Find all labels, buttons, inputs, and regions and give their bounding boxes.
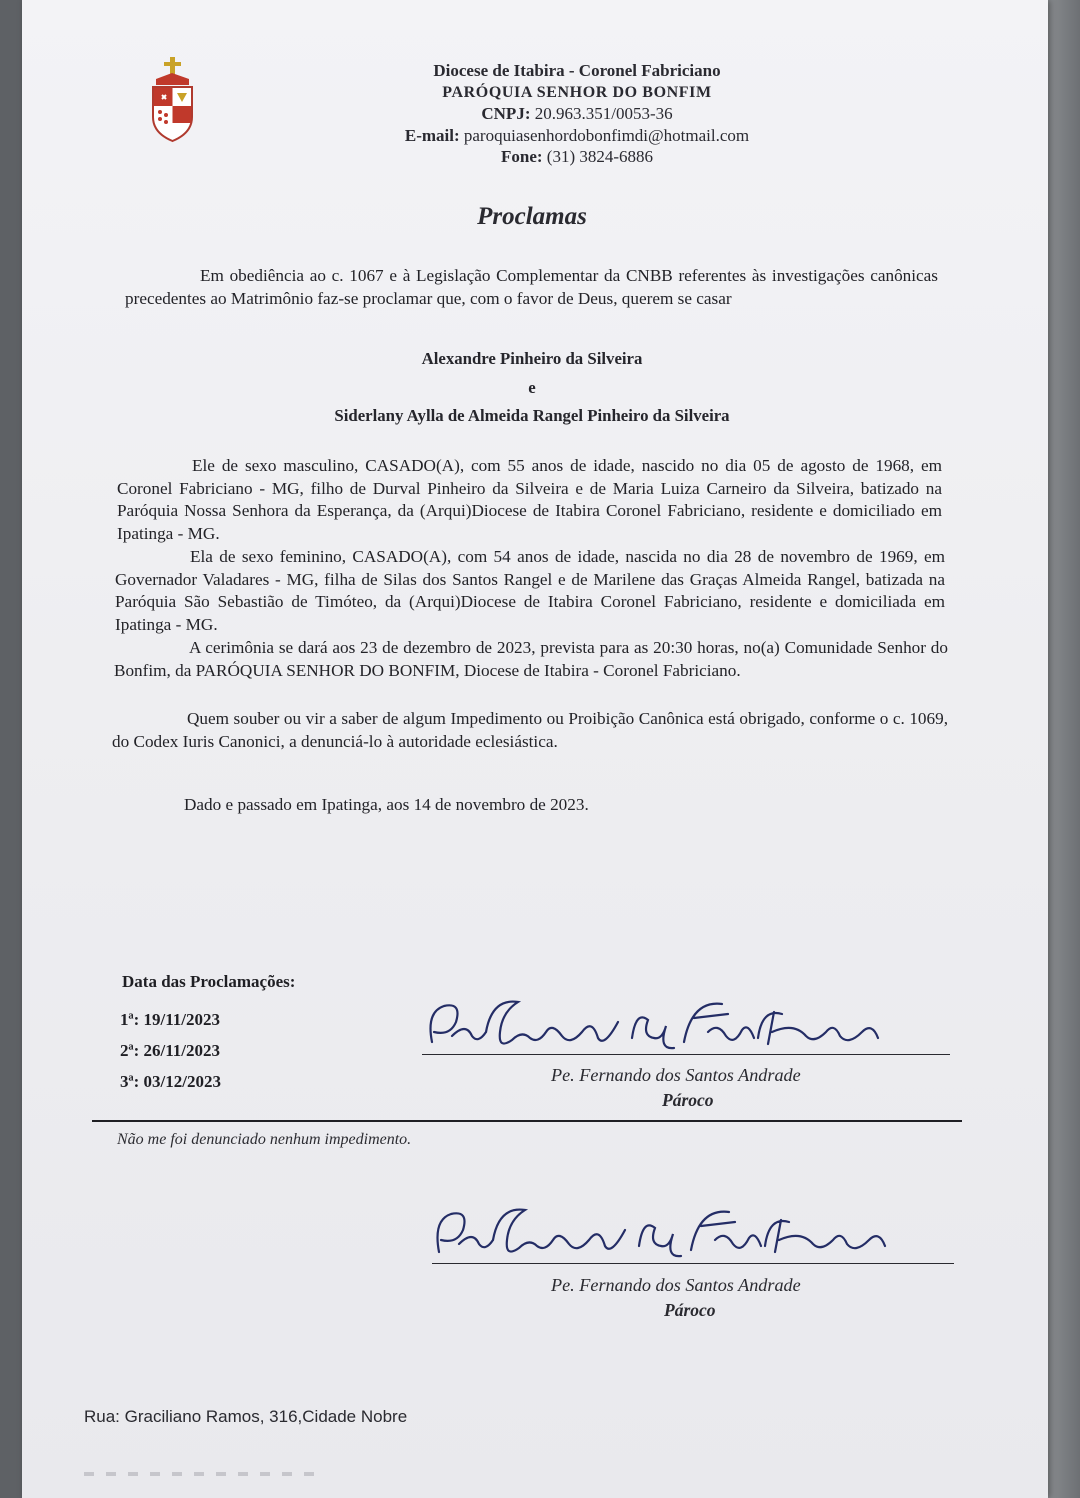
intro-paragraph: Em obediência ao c. 1067 e à Legislação Complementar da CNBB referentes às investigações canônicas precedentes ao Matrimônio faz-se proclamar que, com o favor de Deus, querem se casar	[125, 266, 938, 308]
parish-name: PARÓQUIA SENHOR DO BONFIM	[442, 83, 712, 101]
dated-given-line: Dado e passado em Ipatinga, aos 14 de novembro de 2023.	[184, 795, 589, 814]
email-line	[322, 125, 832, 147]
document-page	[22, 0, 1048, 1498]
letterhead	[322, 60, 832, 168]
phone-line	[322, 146, 832, 168]
date-label: 2ª:	[120, 1041, 140, 1060]
ceremony-paragraph: A cerimônia se dará aos 23 de dezembro de 2023, prevista para as 20:30 horas, no(a) Comunidade Senhor do Bonfim, da PARÓQUIA SENHOR DO BONFIM, Diocese de Itabira - Coronel Fabriciano.	[114, 638, 948, 680]
signature-line-top	[422, 1054, 950, 1055]
footer-address: Rua: Graciliano Ramos, 316,Cidade Nobre	[84, 1407, 408, 1426]
parish-crest-icon	[144, 55, 202, 147]
cnpj-label: CNPJ:	[481, 104, 531, 123]
phone-value: (31) 3824-6886	[546, 147, 654, 166]
signer-name-top: Pe. Fernando dos Santos Andrade	[551, 1065, 801, 1085]
signer-role-top: Pároco	[662, 1090, 714, 1110]
document-title: Proclamas	[477, 203, 587, 230]
date-label: 3ª:	[120, 1072, 140, 1091]
handwritten-signature-top	[422, 992, 892, 1062]
bride-name: Siderlany Aylla de Almeida Rangel Pinheiro da Silveira	[334, 406, 730, 425]
groom-name: Alexandre Pinheiro da Silveira	[421, 349, 643, 368]
section-divider	[92, 1120, 962, 1122]
groom-paragraph: Ele de sexo masculino, CASADO(A), com 55 anos de idade, nascido no dia 05 de agosto de 1968, em Coronel Fabriciano - MG, filho de Durval Pinheiro da Silveira e de Maria Luiza Carneiro da Silveira, batizado na Paróquia Nossa Senhora da Esperança, da (Arqui)Diocese de Itabira Coronel Fabriciano, residente e domiciliado em Ipatinga - MG.	[117, 456, 942, 544]
cnpj-value: 20.963.351/0053-36	[534, 104, 673, 123]
desk-background	[1044, 0, 1080, 1498]
date-value: 26/11/2023	[143, 1041, 221, 1060]
impediment-paragraph: Quem souber ou vir a saber de algum Impedimento ou Proibição Canônica está obrigado, conforme o c. 1069, do Codex Iuris Canonici, a denunciá-lo à autoridade eclesiástica.	[112, 709, 948, 751]
proclamation-date-3	[120, 1072, 221, 1092]
date-value: 03/12/2023	[143, 1072, 221, 1091]
email-label: E-mail:	[404, 125, 460, 145]
date-label: 1ª:	[120, 1010, 140, 1029]
proclamation-date-1	[120, 1010, 220, 1030]
cnpj-line	[322, 103, 832, 125]
handwritten-signature-bottom	[427, 1200, 897, 1270]
email-value: paroquiasenhordobonfimdi@hotmail.com	[463, 125, 750, 145]
proclamation-date-2	[120, 1041, 220, 1061]
proclamation-dates-title: Data das Proclamações:	[122, 972, 296, 991]
signer-name-bottom: Pe. Fernando dos Santos Andrade	[551, 1275, 801, 1295]
cut-off-footer-line	[84, 1472, 324, 1476]
bride-paragraph: Ela de sexo feminino, CASADO(A), com 54 anos de idade, nascida no dia 28 de novembro de 1969, em Governador Valadares - MG, filha de Silas dos Santos Rangel e de Marilene das Graças Almeida Rangel, batizada na Paróquia São Sebastião de Timóteo, da (Arqui)Diocese de Itabira Coronel Fabriciano, residente e domiciliada em Ipatinga - MG.	[115, 547, 945, 635]
no-impediment-note: Não me foi denunciado nenhum impedimento.	[117, 1131, 412, 1148]
signature-line-bottom	[432, 1263, 954, 1264]
date-value: 19/11/2023	[143, 1010, 221, 1029]
phone-label: Fone:	[500, 147, 543, 166]
signer-role-bottom: Pároco	[664, 1300, 716, 1320]
conjunction: e	[528, 378, 536, 397]
diocese-name: Diocese de Itabira - Coronel Fabriciano	[433, 61, 721, 80]
